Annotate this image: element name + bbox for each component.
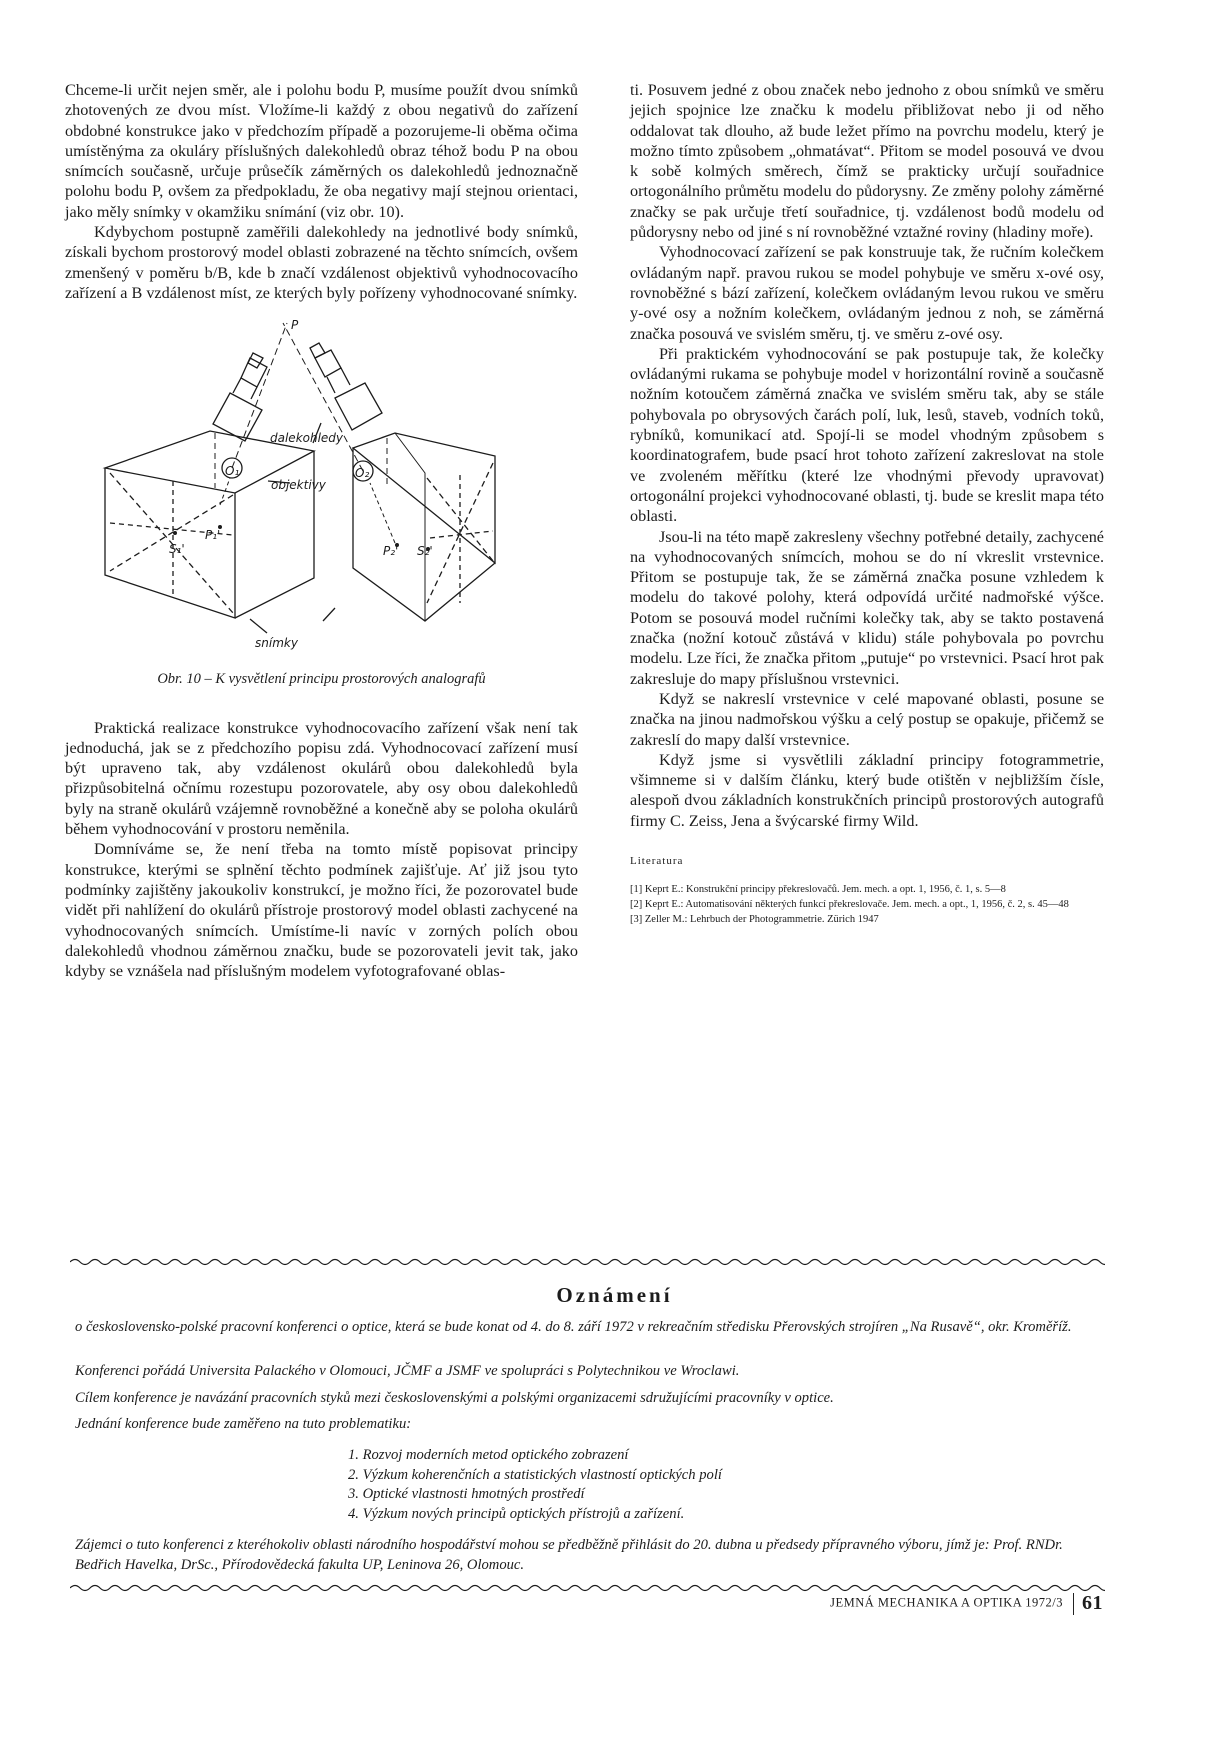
paragraph: Jsou-li na této mapě zakresleny všechny potřebné detaily, zachycené na vyhodnocovaných snímcích, mohou se do ní vkreslit vrstevnice. Přitom se postupuje tak, že se záměrná značka posune vzhledem k modelu do takové polohy, která odpovídá určité nadmořské výšce. Potom se posouvá model ručními kolečky tak, aby se takto postavená značka (nožní kotouč zůstává v klidu) stále pohybovala po povrchu modelu. Lze říci, že značka přitom „putuje“ po vrstevnici. Psací hrot pak zakresluje do mapy příslušnou vrstevnici.	[630, 527, 1104, 688]
figure-caption: Obr. 10 – K vysvětlení principu prostorových analografů	[157, 671, 486, 688]
label-objektivy: objektivy	[271, 478, 326, 493]
reference-item: [1] Keprt E.: Konstrukční principy překreslovačů. Jem. mech. a opt. 1, 1956, č. 1, s. 5—8	[630, 884, 1006, 896]
paragraph: Při praktickém vyhodnocování se pak postupuje tak, že kolečky ovládanými rukama se pohybuje model v horizontální rovině a současně nožním kotoučem záměrná značka ve svislém směru tak, aby se stále pohybovala po obrysových čarách polí, luk, lesů, staveb, vodních toků, rybníků, komunikací atd. Spojí-li se model vhodným způsobem s koordinatografem, bude psací hrot tohoto zařízení zakreslovat na stole ve zvoleném měřítku (které lze vhodnými převody upravovat) ortogonální projekci vyhodnocované oblasti, tj. bude se kreslit mapa této oblasti.	[630, 344, 1104, 526]
announcement-topics-intro: Jednání konference bude zaměřeno na tuto problematiku:	[75, 1416, 412, 1432]
paragraph: Chceme-li určit nejen směr, ale i polohu bodu P, musíme použít dvou snímků zhotovených ze dvou míst. Vložíme-li každý z obou negativů do zařízení obdobné konstrukce jako v předchozím případě a pozorujeme-li oběma očima umístěnýma za okuláry příslušných dalekohledů obraz téhož bodu P na obou snímcích současně, určuje průsečík záměrných os dalekohledů jednoznačně polohu bodu P, ovšem za předpokladu, že oba negativy mají stejnou orientaci, jako měly snímky v okamžiku snímání (viz obr. 10).	[65, 81, 578, 221]
announcement-registration: Zájemci o tuto konferenci z kteréhokoliv oblasti národního hospodářství mohou se předběžně přihlásit do 20. dubna u předsedy přípravného výboru, jímž je: Prof. RNDr. Bedřich Havelka, DrSc., Přírodovědecká fakulta UP, Leninova 26, Olomouc.	[75, 1537, 1063, 1573]
topic-item: 2. Výzkum koherenčních a statistických vlastností optických polí	[348, 1466, 722, 1483]
topic-item: 3. Optické vlastnosti hmotných prostředí	[348, 1486, 585, 1502]
page-number: 61	[1082, 1592, 1103, 1614]
left-column	[65, 80, 578, 981]
label-p: P	[291, 318, 299, 333]
paragraph: Vyhodnocovací zařízení se pak konstruuje tak, že ručním kolečkem ovládaným např. pravou rukou se model pohybuje ve směru x-ové osy, rovnoběžné s bází zařízení, kolečkem ovládaným levou rukou ve směru y-ové osy a nožním kolečkem, ovládaným jednou z noh, se záměrná značka posouvá ve svislém směru, tj. ve směru z-ové osy.	[630, 243, 1104, 343]
journal-name: JEMNÁ MECHANIKA A OPTIKA 1972/3	[830, 1595, 1063, 1610]
label-s2: S₂'	[417, 544, 433, 559]
topic-item: 4. Výzkum nových principů optických přístrojů a zařízení.	[348, 1505, 685, 1522]
announcement-intro: o československo-polské pracovní konferenci o optice, která se bude konat od 4. do 8. září 1972 v rekreačním středisku Přerovských strojíren „Na Rusavě“, okr. Kroměříž.	[75, 1319, 1072, 1335]
label-dalekohledy: dalekohledy	[270, 431, 344, 446]
label-o1: O₁	[225, 464, 240, 479]
page-footer	[830, 1592, 1103, 1615]
label-snimky: snímky	[255, 636, 298, 651]
label-o2: O₂	[355, 466, 370, 481]
reference-list	[630, 883, 1104, 926]
reference-item: [3] Zeller M.: Lehrbuch der Photogrammetrie. Zürich 1947	[630, 914, 879, 926]
wavy-divider-top	[70, 1257, 1105, 1267]
paragraph: Kdybychom postupně zaměřili dalekohledy na jednotlivé body snímků, získali bychom prostorový model oblasti zobrazené na těchto snímcích, ovšem zmenšený v poměru b/B, kde b značí vzdálenost objektivů vyhodnocovacího zařízení a B vzdálenost míst, ze kterých byly pořízeny vyhodnocované snímky.	[65, 223, 578, 302]
reference-item: [2] Keprt E.: Automatisování některých funkcí překreslovače. Jem. mech. a opt., 1, 1956, č. 2, s. 45—48	[630, 899, 1069, 911]
footer-divider	[1073, 1593, 1074, 1615]
announcement-title: Oznámení	[556, 1283, 673, 1307]
figure-analograph	[65, 313, 578, 663]
announcement-organizers: Konferenci pořádá Universita Palackého v Olomouci, JČMF a JSMF ve spolupráci s Polytechnikou ve Wroclawi.	[75, 1363, 740, 1379]
paragraph: ti. Posuvem jedné z obou značek nebo jednoho z obou snímků ve směru jejich spojnice lze značku k modelu přibližovat nebo ji od něho oddalovat tak dlouho, až bude ležet přímo na povrchu modelu, který je možno tímto způsobem „ohmatávat“. Přitom se model posouvá ve dvou k sobě kolmých směrech, čímž se prakticky určují souřadnice ortogonálního průmětu modelu do půdorysny. Ze změny polohy záměrné značky se pak určuje třetí souřadnice, tj. vzdálenost bodů modelu od půdorysny nebo od jiné s ní rovnoběžné vztažné roviny (hladiny moře).	[630, 81, 1104, 242]
label-p1: P₁'	[205, 528, 221, 543]
label-s1: S₁'	[169, 542, 185, 557]
label-p2: P₂'	[383, 544, 399, 559]
announcement-goal: Cílem konference je navázání pracovních styků mezi československými a polskými organizacemi sdružujícími pracovníky v optice.	[75, 1390, 834, 1406]
right-column	[630, 80, 1104, 928]
literature-heading: Literatura	[630, 854, 684, 867]
paragraph: Když jsme si vysvětlili základní principy fotogrammetrie, všimneme si v dalším článku, který bude otištěn v nejbližším čísle, alespoň dvou základních konstrukčních principů prostorových autografů firmy C. Zeiss, Jena a švýcarské firmy Wild.	[630, 750, 1104, 830]
announcement-topics	[348, 1446, 722, 1524]
paragraph: Když se nakreslí vrstevnice v celé mapované oblasti, posune se značka na jinou nadmořskou výšku a celý postup se opakuje, přičemž se zakreslí do mapy další vrstevnice.	[630, 689, 1104, 749]
paragraph: Domníváme se, že není třeba na tomto místě popisovat principy konstrukce, kterými se splnění těchto podmínek zajišťuje. Ať již jsou tyto podmínky zajištěny jakoukoliv konstrukcí, je možno říci, že pozorovatel bude vidět při nahlížení do okulárů přístroje prostorový model oblasti zachycené na vyhodnocovaných snímcích. Umístíme-li navíc v zorných polích obou dalekohledů vhodnou záměrnou značku, bude se pozorovateli jevit tak, jako kdyby se vznášela nad příslušným modelem vyfotografované oblas-	[65, 840, 578, 981]
topic-item: 1. Rozvoj moderních metod optického zobrazení	[348, 1447, 629, 1463]
paragraph: Praktická realizace konstrukce vyhodnocovacího zařízení však není tak jednoduchá, jak se z předchozího popisu zdá. Vyhodnocovací zařízení musí být upraveno tak, aby vzdálenost okulárů obou dalekohledů byla přizpůsobitelná očnímu rozestupu pozorovatele, aby osy obou dalekohledů byly na straně okulárů vzájemně rovnoběžné a konečně aby se poloha okulárů během vyhodnocování v prostoru neměnila.	[65, 718, 578, 839]
